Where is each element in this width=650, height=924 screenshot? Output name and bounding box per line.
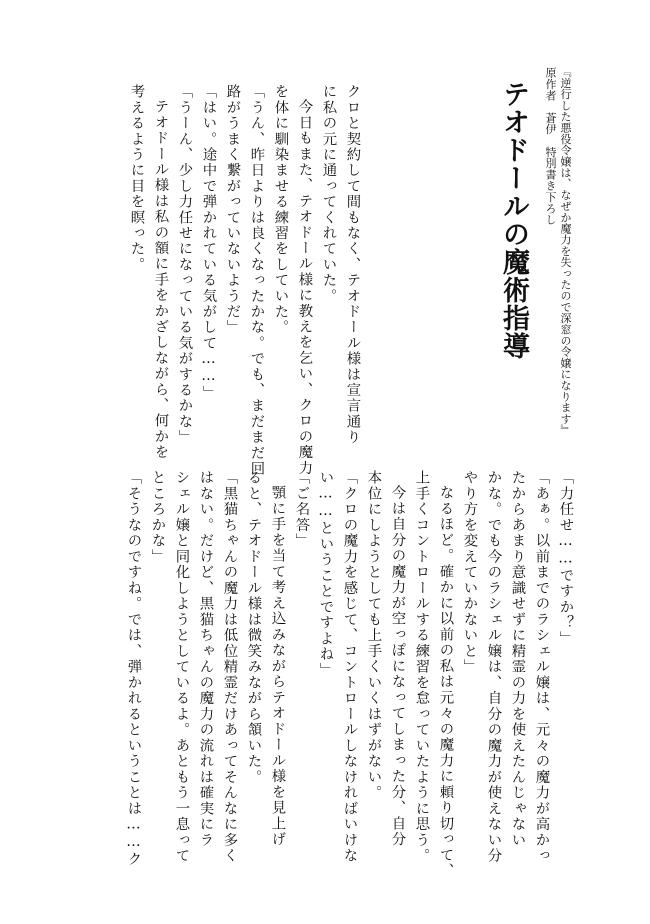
text-line: ところかな」 (149, 470, 166, 565)
text-line: やり方を変えていかないと」 (461, 470, 478, 675)
text-line: 「あぁ。以前までのラシェル嬢は、元々の魔力が高かっ (533, 470, 550, 864)
text-line: 顎に手を当て考え込みながらテオドール様を見上げ (269, 485, 286, 848)
text-line: 「そうなのですね。では、弾かれるということは……ク (125, 470, 142, 867)
text-line: 「黒猫ちゃんの魔力は低位精霊だけあってそんなに多く (221, 470, 238, 864)
text-line: たからあまり意識せずに精霊の力を使えたんじゃない (509, 470, 526, 848)
text-line: 上手くコントロールする練習を怠っていたように思う。 (413, 470, 430, 864)
text-line: クロと契約して間もなく、テオドール様は宣言通り (344, 84, 361, 446)
text-line: 今日もまた、テオドール様に教えを乞い、クロの魔力 (296, 99, 313, 476)
text-line: 本位にしようとしても上手くいくはずがない。 (365, 470, 382, 801)
text-line: シェル嬢と同化しようとしているよ。あともう一息って (173, 470, 190, 864)
text-line: を体に馴染ませる練習をしていた。 (272, 84, 289, 336)
text-line: なるほど。確かに以前の私は元々の魔力に頼り切って、 (437, 485, 454, 879)
text-line: 「うん、昨日よりは良くなったかな。でも、まだまだ回 (248, 84, 265, 477)
text-line: 路がうまく繋がっていないようだ」 (224, 84, 241, 336)
text-line: 「はい。途中で弾かれている気がして……」 (200, 84, 217, 402)
text-line: はない。だけど、黒猫ちゃんの魔力の流れは確実にラ (197, 470, 214, 848)
text-line: テオドール様は私の額に手をかざしながら、何かを (152, 99, 169, 461)
text-line: に私の元に通ってくれていた。 (320, 84, 337, 304)
text-line: 「うーん、少し力任せになっている気がするかな」 (176, 84, 193, 446)
text-line: い……ということですよね」 (317, 470, 334, 678)
text-line: 考えるように目を瞑った。 (128, 84, 145, 273)
text-line: ると、テオドール様は微笑みながら頷いた。 (245, 470, 262, 785)
text-line: 「力任せ……ですか？」 (557, 470, 574, 647)
text-line: 「ご名答」 (293, 470, 310, 549)
text-line: 「クロの魔力を感じて、コントロールしなければいけな (341, 470, 358, 864)
page-title: テオドールの魔術指導 (498, 80, 529, 360)
series-subtitle: 『逆行した悪役令嬢は、なぜか魔力を失ったので深窓の令嬢になります』 (559, 66, 572, 436)
author-credit: 原作者 蒼伊 特別書き下ろし (544, 67, 557, 226)
text-line: かな。でも今のラシェル嬢は、自分の魔力が使えない分 (485, 470, 502, 864)
text-line: 今は自分の魔力が空っぽになってしまった分、自分 (389, 485, 406, 848)
